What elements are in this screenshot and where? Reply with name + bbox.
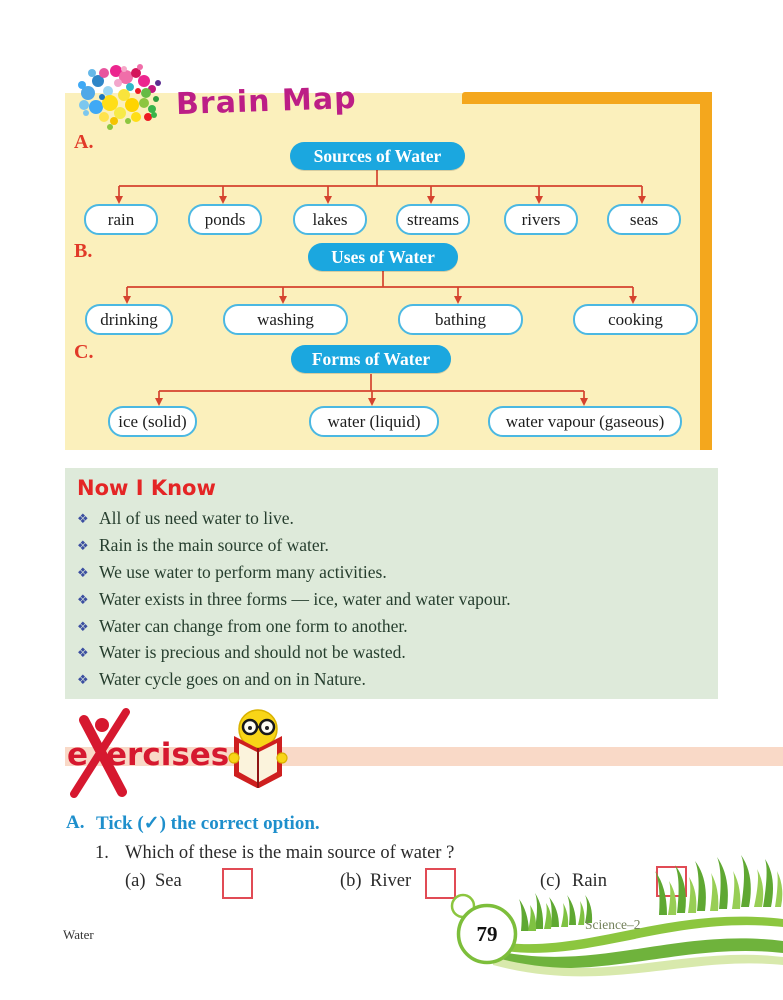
- exercises-logo-rest: ercises: [106, 737, 230, 773]
- uses-of-water-pill: Uses of Water: [308, 243, 458, 271]
- use-pill-cooking: cooking: [573, 304, 698, 335]
- diamond-bullet-icon: ❖: [77, 618, 89, 634]
- footer-book-name: Science–2: [585, 917, 641, 932]
- diamond-bullet-icon: ❖: [77, 537, 89, 553]
- use-pill-bathing: bathing: [398, 304, 523, 335]
- smiley-reading-book-icon: [224, 706, 292, 794]
- section-b-label: B.: [74, 240, 93, 262]
- now-i-know-title: Now I Know: [77, 476, 216, 500]
- footer-chapter-name: Water: [63, 927, 94, 942]
- list-item: [77, 669, 704, 691]
- source-pill-lakes: lakes: [293, 204, 367, 235]
- list-item: [77, 642, 704, 664]
- now-i-know-list: [77, 508, 704, 691]
- list-item: [77, 508, 704, 530]
- form-pill-vapour: water vapour (gaseous): [488, 406, 682, 437]
- source-pill-ponds: ponds: [188, 204, 262, 235]
- source-pill-seas: seas: [607, 204, 681, 235]
- list-item: [77, 562, 704, 584]
- brain-map-title: Brain Map: [175, 80, 358, 123]
- list-item: [77, 616, 704, 638]
- exercise-section-label: A.: [66, 812, 85, 833]
- diamond-bullet-icon: ❖: [77, 672, 89, 688]
- forms-of-water-pill: Forms of Water: [291, 345, 451, 373]
- option-b-label: (b): [340, 871, 362, 891]
- list-item: [77, 535, 704, 557]
- diamond-bullet-icon: ❖: [77, 564, 89, 580]
- option-c-text: Rain: [572, 871, 607, 891]
- diamond-bullet-icon: ❖: [77, 511, 89, 526]
- source-pill-rain: rain: [84, 204, 158, 235]
- list-item: [77, 589, 704, 611]
- brain-dots-logo-icon: [74, 63, 166, 133]
- exercise-section-heading: Tick (✓) the correct option.: [96, 813, 320, 834]
- option-a-text: Sea: [155, 871, 182, 891]
- question-number: 1.: [95, 843, 109, 863]
- option-b-text: River: [370, 871, 412, 891]
- question-text: Which of these is the main source of water ?: [125, 843, 455, 863]
- source-pill-streams: streams: [396, 204, 470, 235]
- use-pill-washing: washing: [223, 304, 348, 335]
- footer-page-number: 79: [476, 922, 498, 946]
- now-i-know-panel: [65, 468, 718, 699]
- form-pill-ice: ice (solid): [108, 406, 197, 437]
- option-c-label: (c): [540, 871, 561, 891]
- list-item-text: Rain is the main source of water.: [99, 534, 329, 555]
- exercises-logo-e: e: [67, 737, 89, 773]
- form-pill-liquid: water (liquid): [309, 406, 439, 437]
- diamond-bullet-icon: ❖: [77, 591, 89, 607]
- section-a-label: A.: [74, 131, 94, 153]
- source-pill-rivers: rivers: [504, 204, 578, 235]
- use-pill-drinking: drinking: [85, 304, 173, 335]
- sources-of-water-pill: Sources of Water: [290, 142, 465, 170]
- list-item-text: Water can change from one form to another.: [99, 615, 408, 636]
- list-item-text: Water exists in three forms — ice, water and water vapour.: [99, 588, 511, 609]
- list-item-text: We use water to perform many activities.: [99, 561, 387, 582]
- list-item-text: Water cycle goes on and on in Nature.: [99, 669, 366, 690]
- option-a-label: (a): [125, 871, 146, 891]
- list-item-text: Water is precious and should not be wasted.: [99, 642, 406, 663]
- option-a-checkbox[interactable]: [222, 868, 253, 899]
- diamond-bullet-icon: ❖: [77, 645, 89, 661]
- list-item-text: All of us need water to live.: [99, 508, 294, 528]
- section-c-label: C.: [74, 341, 94, 363]
